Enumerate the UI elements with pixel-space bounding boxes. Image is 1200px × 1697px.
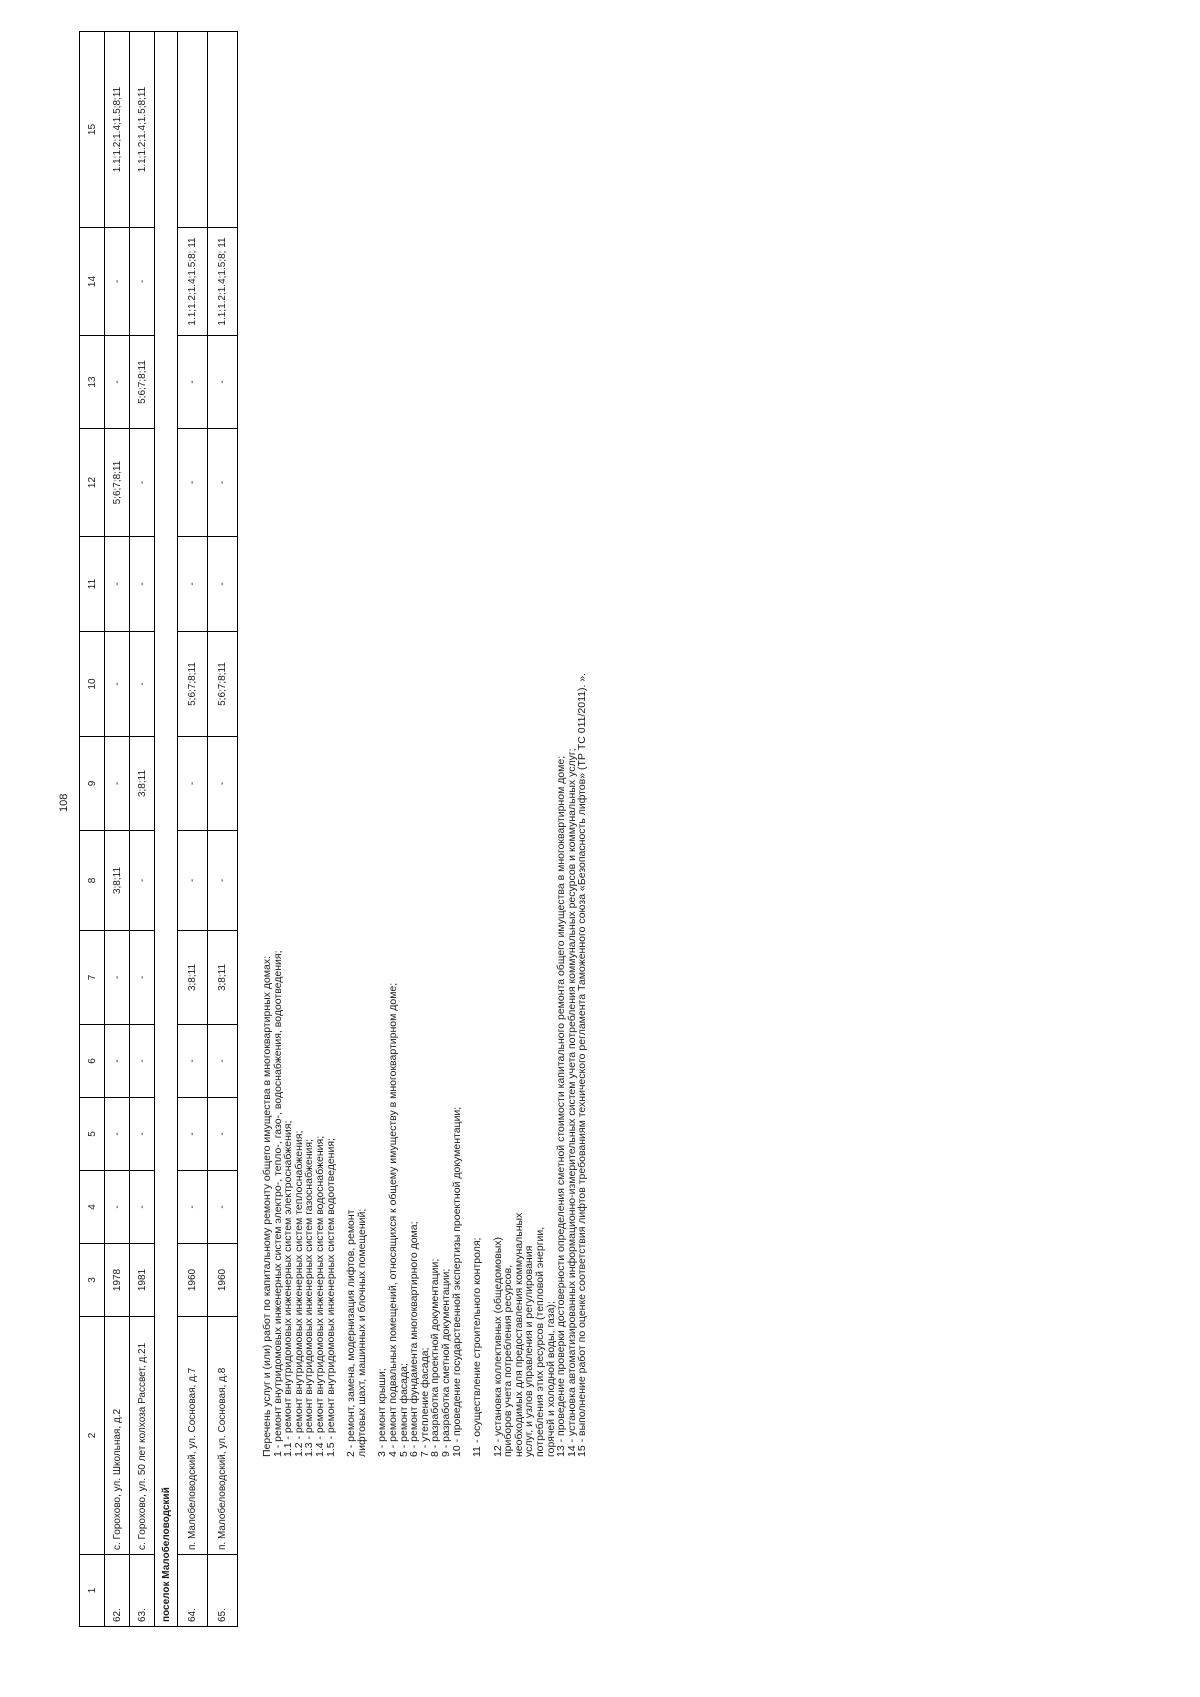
table-cell: 3;8;11 bbox=[105, 831, 130, 931]
table-cell: - bbox=[130, 1025, 155, 1098]
table-cell: 1981 bbox=[130, 1244, 155, 1317]
table-cell: - bbox=[208, 1171, 238, 1244]
column-header: 13 bbox=[80, 336, 105, 429]
table-cell: - bbox=[130, 228, 155, 336]
table-cell: п. Малобеловодский, ул. Сосновая, д.8 bbox=[208, 1317, 238, 1555]
table-cell: - bbox=[130, 632, 155, 737]
table-cell: - bbox=[105, 632, 130, 737]
legend-item: 11 - осуществление строительного контроля; bbox=[471, 1237, 484, 1457]
legend-item: 10 - проведение государственной экспертизы проектной документации; bbox=[450, 1106, 463, 1457]
table-cell: - bbox=[105, 1098, 130, 1171]
table-cell: 3;8;11 bbox=[178, 931, 208, 1025]
table-cell: - bbox=[130, 1171, 155, 1244]
table-cell: - bbox=[208, 1098, 238, 1171]
table-cell: 5;6;7;8;11 bbox=[178, 632, 208, 737]
column-header: 6 bbox=[80, 1025, 105, 1098]
table-cell: - bbox=[208, 737, 238, 831]
table-cell: 1.1;1.2;1.4;1.5;8;11 bbox=[105, 32, 130, 228]
table-cell: - bbox=[178, 537, 208, 632]
column-header: 12 bbox=[80, 429, 105, 537]
table-cell: 1960 bbox=[208, 1244, 238, 1317]
table-row bbox=[208, 32, 238, 1627]
table-cell: - bbox=[105, 931, 130, 1025]
page-number: 108 bbox=[58, 793, 70, 812]
table-cell: 1.1;1.2;1.4;1.5;8; 11 bbox=[208, 228, 238, 336]
legend-item: 3 - ремонт крыши; bbox=[376, 1368, 389, 1457]
table-cell: 5;6;7;8;11 bbox=[208, 632, 238, 737]
table-cell: - bbox=[130, 1098, 155, 1171]
table-cell: - bbox=[105, 1171, 130, 1244]
column-header: 5 bbox=[80, 1098, 105, 1171]
legend-item: приборов учета потребления ресурсов, bbox=[502, 1264, 515, 1457]
table-cell: п. Малобеловодский, ул. Сосновая, д.7 bbox=[178, 1317, 208, 1555]
table-cell: 5;6;7;8;11 bbox=[130, 336, 155, 429]
legend-item: 1.4 - ремонт внутридомовых инженерных систем водоснабжения; bbox=[313, 1135, 326, 1457]
legend-item: 6 - ремонт фундамента многоквартирного дома; bbox=[408, 1221, 421, 1457]
legend-item: 1.2 - ремонт внутридомовых инженерных систем теплоснабжения; bbox=[292, 1130, 305, 1457]
column-header: 15 bbox=[80, 32, 105, 228]
table-cell: - bbox=[105, 228, 130, 336]
legend-item: 13 - проведение проверки достоверности определения сметной стоимости капитального ремонта общего имущества в многоквартирном доме; bbox=[555, 755, 568, 1457]
section-row bbox=[155, 32, 178, 1627]
table-header-row bbox=[80, 32, 105, 1627]
table-cell: - bbox=[208, 831, 238, 931]
table-cell: 63. bbox=[130, 1555, 155, 1627]
table-cell: - bbox=[130, 931, 155, 1025]
legend-item: 15 - выполнение работ по оценке соответствия лифтов требованиям технического регламента Таможенного союза «Безопасность лифтов» (ТР ТС 011/2011). ». bbox=[576, 672, 589, 1457]
column-header: 2 bbox=[80, 1317, 105, 1555]
legend-item: 12 - установка коллективных (общедомовых) bbox=[491, 1237, 504, 1457]
table-cell: 65. bbox=[208, 1555, 238, 1627]
column-header: 8 bbox=[80, 831, 105, 931]
legend-item: 8 - разработка проектной документации; bbox=[429, 1258, 442, 1457]
table-cell: 3;8;11 bbox=[130, 737, 155, 831]
table-cell: - bbox=[178, 1098, 208, 1171]
table-cell: - bbox=[105, 737, 130, 831]
legend-item: услуг, и узлов управления и регулирования bbox=[523, 1245, 536, 1457]
legend-item: 1 - ремонт внутридомовых инженерных систем электро-, тепло-, газо-, водоснабжения, водоотведения; bbox=[271, 950, 284, 1457]
table-cell: - bbox=[178, 429, 208, 537]
legend-item: 5 - ремонт фасада; bbox=[397, 1363, 410, 1457]
column-header: 4 bbox=[80, 1171, 105, 1244]
table-cell: - bbox=[130, 537, 155, 632]
table-cell: 1.1;1.2;1.4;1.5;8;11 bbox=[130, 32, 155, 228]
table-cell: 1960 bbox=[178, 1244, 208, 1317]
column-header: 3 bbox=[80, 1244, 105, 1317]
table-cell: - bbox=[178, 336, 208, 429]
legend-item: 1.5 - ремонт внутридомовых инженерных систем водоотведения; bbox=[324, 1138, 337, 1457]
legend-item: 1.1 - ремонт внутридомовых инженерных систем электроснабжения; bbox=[282, 1120, 295, 1457]
table-cell: - bbox=[208, 336, 238, 429]
column-header: 7 bbox=[80, 931, 105, 1025]
table-cell: - bbox=[178, 831, 208, 931]
legend-intro: Перечень услуг и (или) работ по капитальному ремонту общего имущества в многоквартирных домах: bbox=[261, 955, 273, 1457]
legend-item: необходимых для предоставления коммунальных bbox=[512, 1212, 525, 1457]
table-cell: с. Горохово, ул. 50 лет колхоза Рассвет, д.21 bbox=[130, 1317, 155, 1555]
table-cell: - bbox=[105, 336, 130, 429]
table-row bbox=[178, 32, 208, 1627]
table-cell: 1978 bbox=[105, 1244, 130, 1317]
section-title: поселок Малобеловодский bbox=[155, 32, 178, 1627]
table-cell: - bbox=[208, 537, 238, 632]
table-cell: - bbox=[105, 537, 130, 632]
legend-item: 4 - ремонт подвальных помещений, относящихся к общему имуществу в многоквартирном доме; bbox=[386, 982, 399, 1457]
legend-item: потребления этих ресурсов (тепловой энергии, bbox=[534, 1226, 547, 1457]
legend-item: 1.3 - ремонт внутридомовых инженерных систем газоснабжения; bbox=[303, 1139, 316, 1457]
column-header: 9 bbox=[80, 737, 105, 831]
table-cell: 3;8;11 bbox=[208, 931, 238, 1025]
table-cell: - bbox=[130, 831, 155, 931]
table-cell: 64. bbox=[178, 1555, 208, 1627]
table-cell bbox=[208, 32, 238, 228]
legend-item: 2 - ремонт, замена, модернизация лифтов, ремонт bbox=[345, 1209, 358, 1457]
legend-item: 7 - утепление фасада; bbox=[418, 1347, 431, 1457]
column-header: 1 bbox=[80, 1555, 105, 1627]
table-cell: - bbox=[208, 429, 238, 537]
table-cell: 5;6;7;8;11 bbox=[105, 429, 130, 537]
legend-item: горячей и холодной воды, газа); bbox=[544, 1301, 557, 1457]
legend-item: 9 - разработка сметной документации; bbox=[439, 1268, 452, 1457]
table-cell: - bbox=[105, 1025, 130, 1098]
column-header: 14 bbox=[80, 228, 105, 336]
table-cell: - bbox=[178, 1025, 208, 1098]
legend-item: лифтовых шахт, машинных и блочных помещений; bbox=[355, 1208, 368, 1457]
table-cell: 1.1;1.2;1.4;1.5;8; 11 bbox=[178, 228, 208, 336]
table-cell: с. Горохово, ул. Школьная, д.2 bbox=[105, 1317, 130, 1555]
schedule-table bbox=[79, 31, 238, 1627]
table-cell: - bbox=[178, 737, 208, 831]
table-row bbox=[130, 32, 155, 1627]
table-row bbox=[105, 32, 130, 1627]
column-header: 10 bbox=[80, 632, 105, 737]
table-cell: - bbox=[208, 1025, 238, 1098]
table-cell: - bbox=[178, 1171, 208, 1244]
table-cell bbox=[178, 32, 208, 228]
table-cell: - bbox=[130, 429, 155, 537]
works-legend bbox=[262, 57, 588, 1457]
column-header: 11 bbox=[80, 537, 105, 632]
table-cell: 62. bbox=[105, 1555, 130, 1627]
legend-item: 14 - установка автоматизированных информационно-измерительных систем учета потребления коммунальных ресурсов и коммунальных услуг; bbox=[565, 748, 578, 1457]
